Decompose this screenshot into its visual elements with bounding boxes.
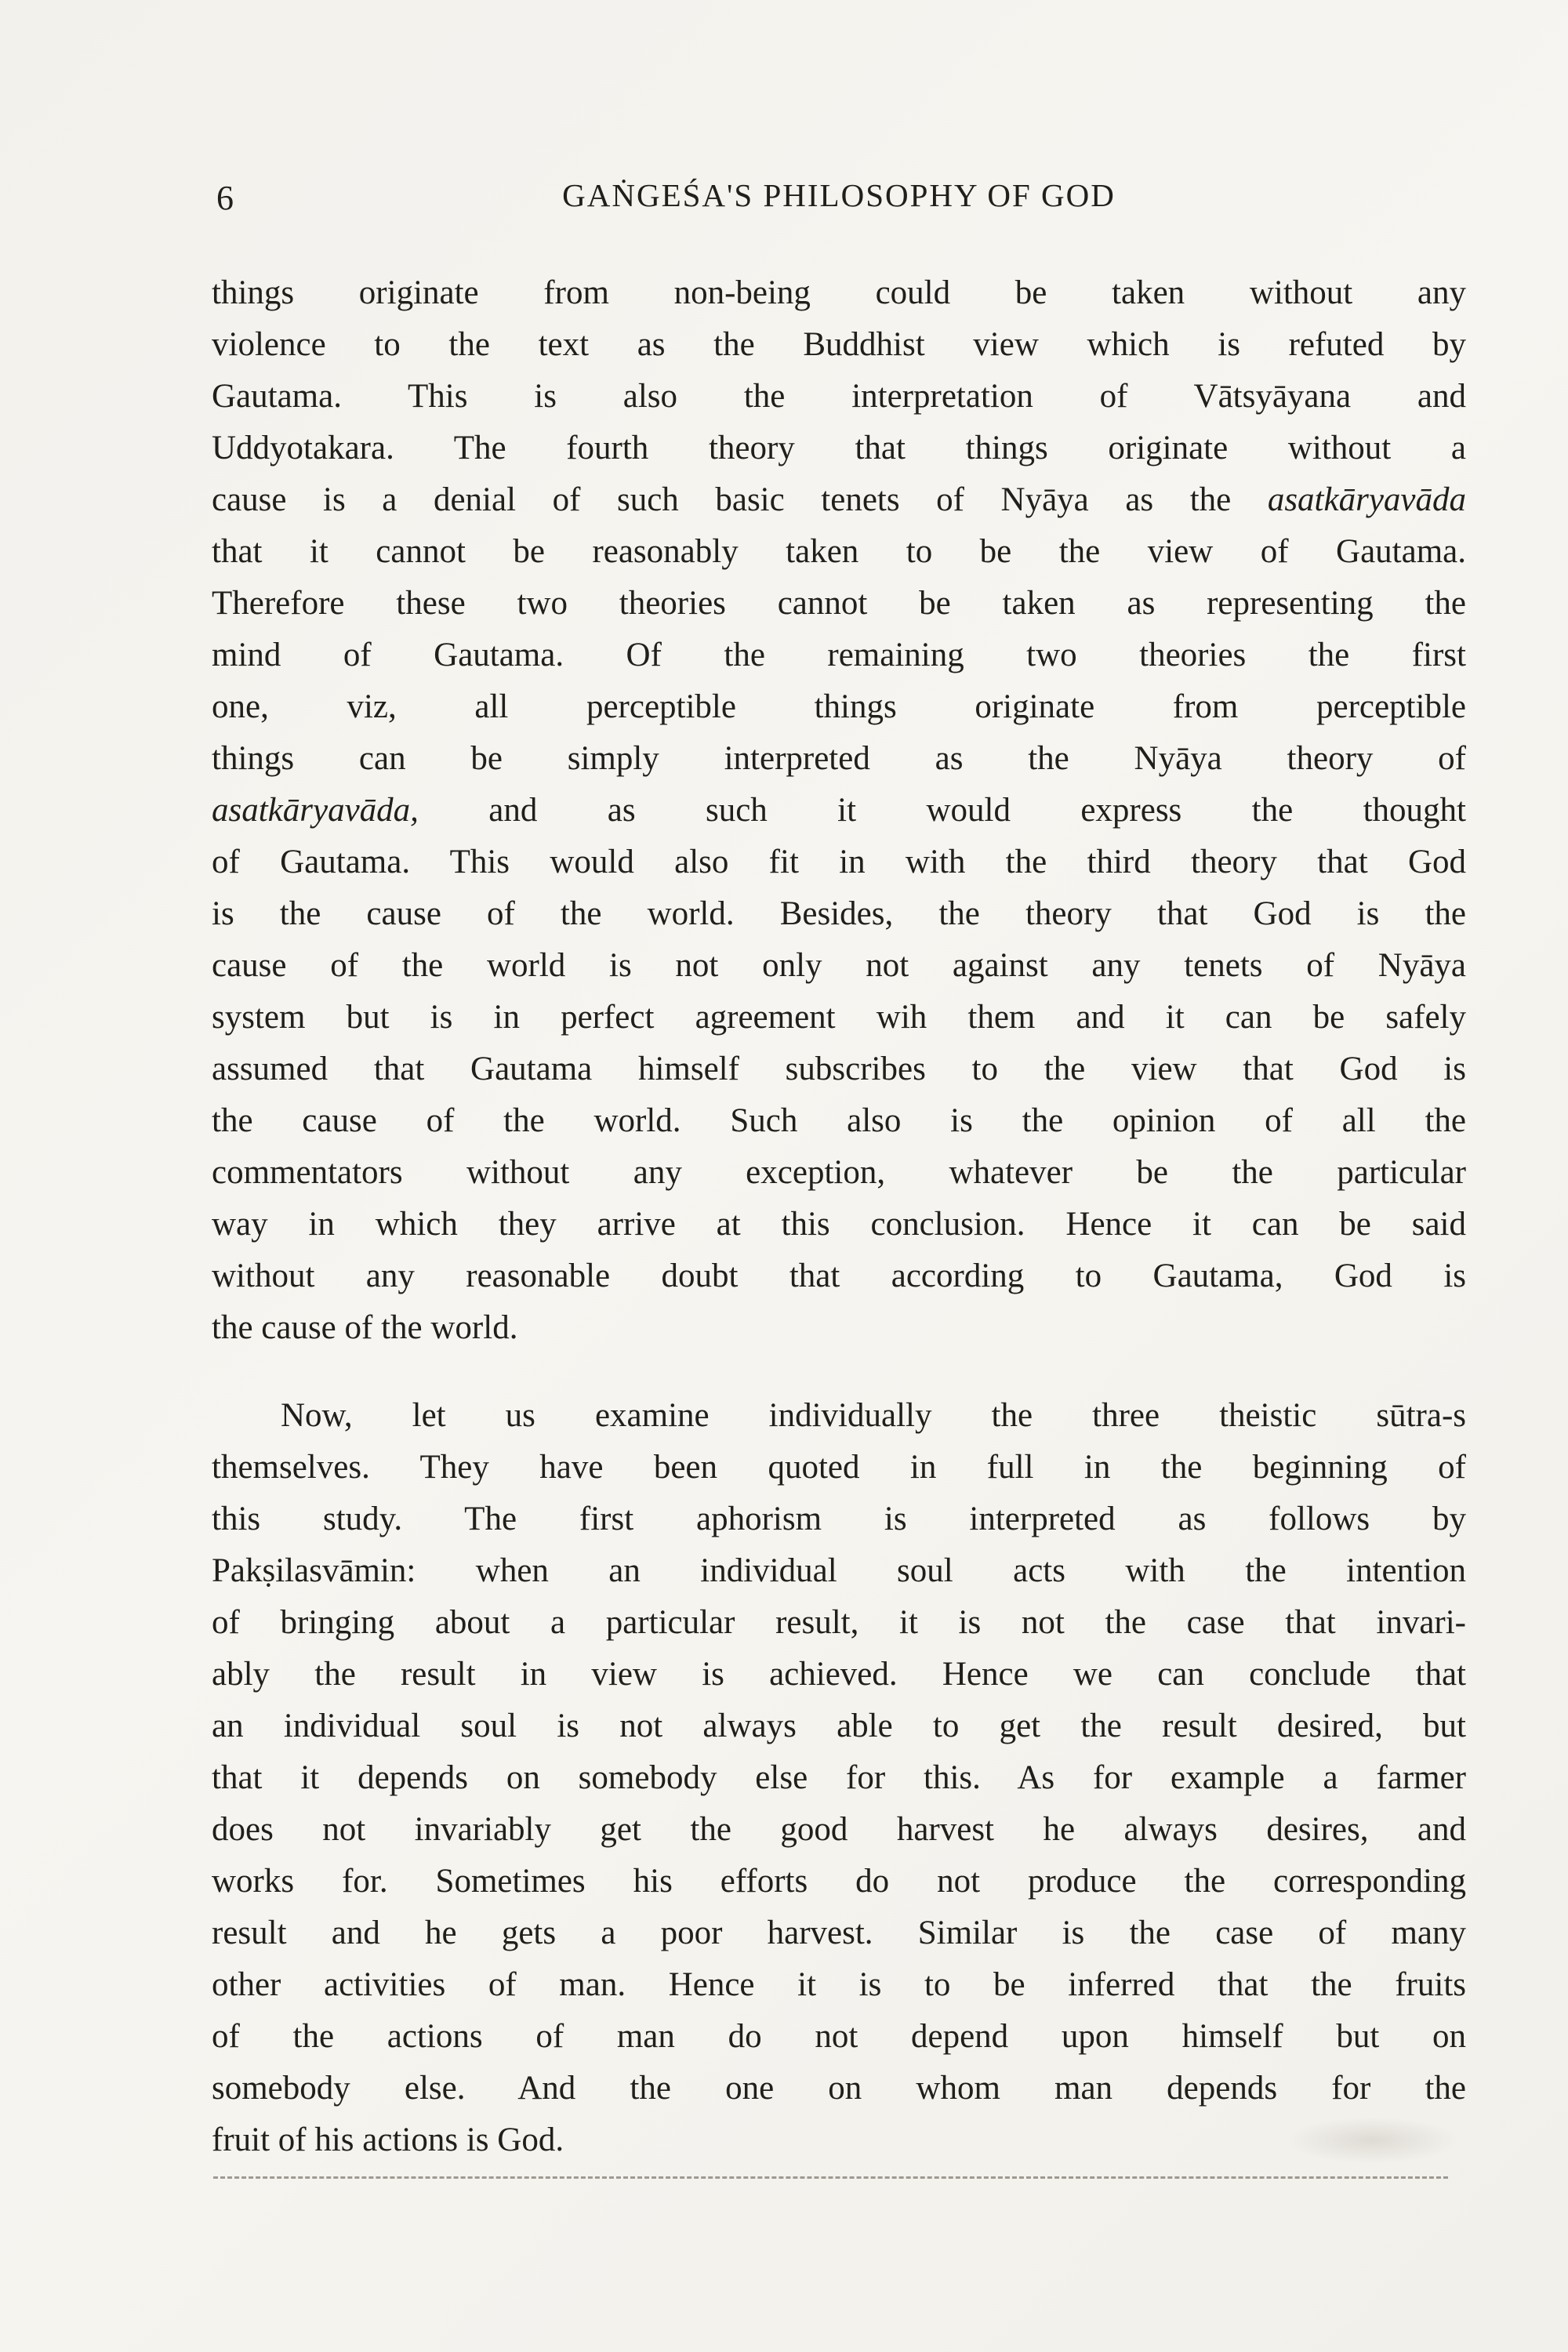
text-line: violence to the text as the Buddhist view which is refuted by xyxy=(212,326,1466,363)
italic-term: asatkāryavāda, xyxy=(212,792,419,829)
text-line: Now, let us examine individually the three theistic sūtra-s xyxy=(281,1397,1466,1434)
running-title: GAṄGEŚA'S PHILOSOPHY OF GOD xyxy=(562,177,1116,213)
text-line: of the actions of man do not depend upon himself but on xyxy=(212,2018,1466,2055)
text-segment: cause is a denial of such basic tenets of Nyāya as the xyxy=(212,481,1268,518)
text-line: result and he gets a poor harvest. Similar is the case of many xyxy=(212,1915,1466,1951)
text-line: other activities of man. Hence it is to be inferred that the fruits xyxy=(212,1966,1466,2003)
text-line: that it depends on somebody else for this. As for example a farmer xyxy=(212,1759,1466,1796)
page-number: 6 xyxy=(216,179,234,217)
text-line xyxy=(212,785,1466,837)
text-line: system but is in perfect agreement wih them and it can be safely xyxy=(212,999,1466,1036)
text-line: somebody else. And the one on whom man depends for the xyxy=(212,2070,1466,2107)
text-line: the cause of the world. xyxy=(212,1309,518,1346)
text-line: fruit of his actions is God. xyxy=(212,2122,564,2158)
text-line: cause of the world is not only not against any tenets of Nyāya xyxy=(212,947,1466,984)
text-line: assumed that Gautama himself subscribes to the view that God is xyxy=(212,1051,1466,1087)
text-line: is the cause of the world. Besides, the theory that God is the xyxy=(212,895,1466,932)
text-line: Therefore these two theories cannot be taken as representing the xyxy=(212,585,1466,622)
text-line: does not invariably get the good harvest he always desires, and xyxy=(212,1811,1466,1848)
text-line: way in which they arrive at this conclusion. Hence it can be said xyxy=(212,1206,1466,1243)
body-text xyxy=(212,267,1466,2166)
paragraph-1 xyxy=(212,267,1466,1354)
text-line: of Gautama. This would also fit in with the third theory that God xyxy=(212,844,1466,880)
text-line: the cause of the world. Such also is the opinion of all the xyxy=(212,1102,1466,1139)
text-line: without any reasonable doubt that according to Gautama, God is xyxy=(212,1258,1466,1294)
text-segment: and as such it would express the thought xyxy=(418,792,1466,829)
text-line: this study. The first aphorism is interpreted as follows by xyxy=(212,1501,1466,1537)
text-line: that it cannot be reasonably taken to be the view of Gautama. xyxy=(212,533,1466,570)
text-line: Gautama. This is also the interpretation of Vātsyāyana and xyxy=(212,378,1466,415)
scan-artifact-line xyxy=(213,2176,1448,2179)
scan-smudge-artifact xyxy=(1286,2117,1458,2164)
text-line: Uddyotakara. The fourth theory that things originate without a xyxy=(212,430,1466,466)
text-line: things can be simply interpreted as the Nyāya theory of xyxy=(212,740,1466,777)
text-line: one, viz, all perceptible things originate from perceptible xyxy=(212,688,1466,725)
text-line: of bringing about a particular result, it is not the case that invari- xyxy=(212,1604,1466,1641)
text-column xyxy=(212,176,1466,2166)
text-line: works for. Sometimes his efforts do not produce the corresponding xyxy=(212,1863,1466,1900)
text-line: things originate from non-being could be taken without any xyxy=(212,274,1466,311)
text-line: mind of Gautama. Of the remaining two theories the first xyxy=(212,637,1466,673)
text-line xyxy=(212,474,1466,526)
italic-term: asatkāryavāda xyxy=(1267,481,1466,518)
text-line: themselves. They have been quoted in full in the beginning of xyxy=(212,1449,1466,1486)
page-header xyxy=(212,176,1466,222)
text-line: an individual soul is not always able to get the result desired, but xyxy=(212,1708,1466,1744)
paragraph-2 xyxy=(212,1390,1466,2166)
text-line: Pakṣilasvāmin: when an individual soul acts with the intention xyxy=(212,1552,1466,1589)
text-line: ably the result in view is achieved. Hence we can conclude that xyxy=(212,1656,1466,1693)
text-line: commentators without any exception, whatever be the particular xyxy=(212,1154,1466,1191)
